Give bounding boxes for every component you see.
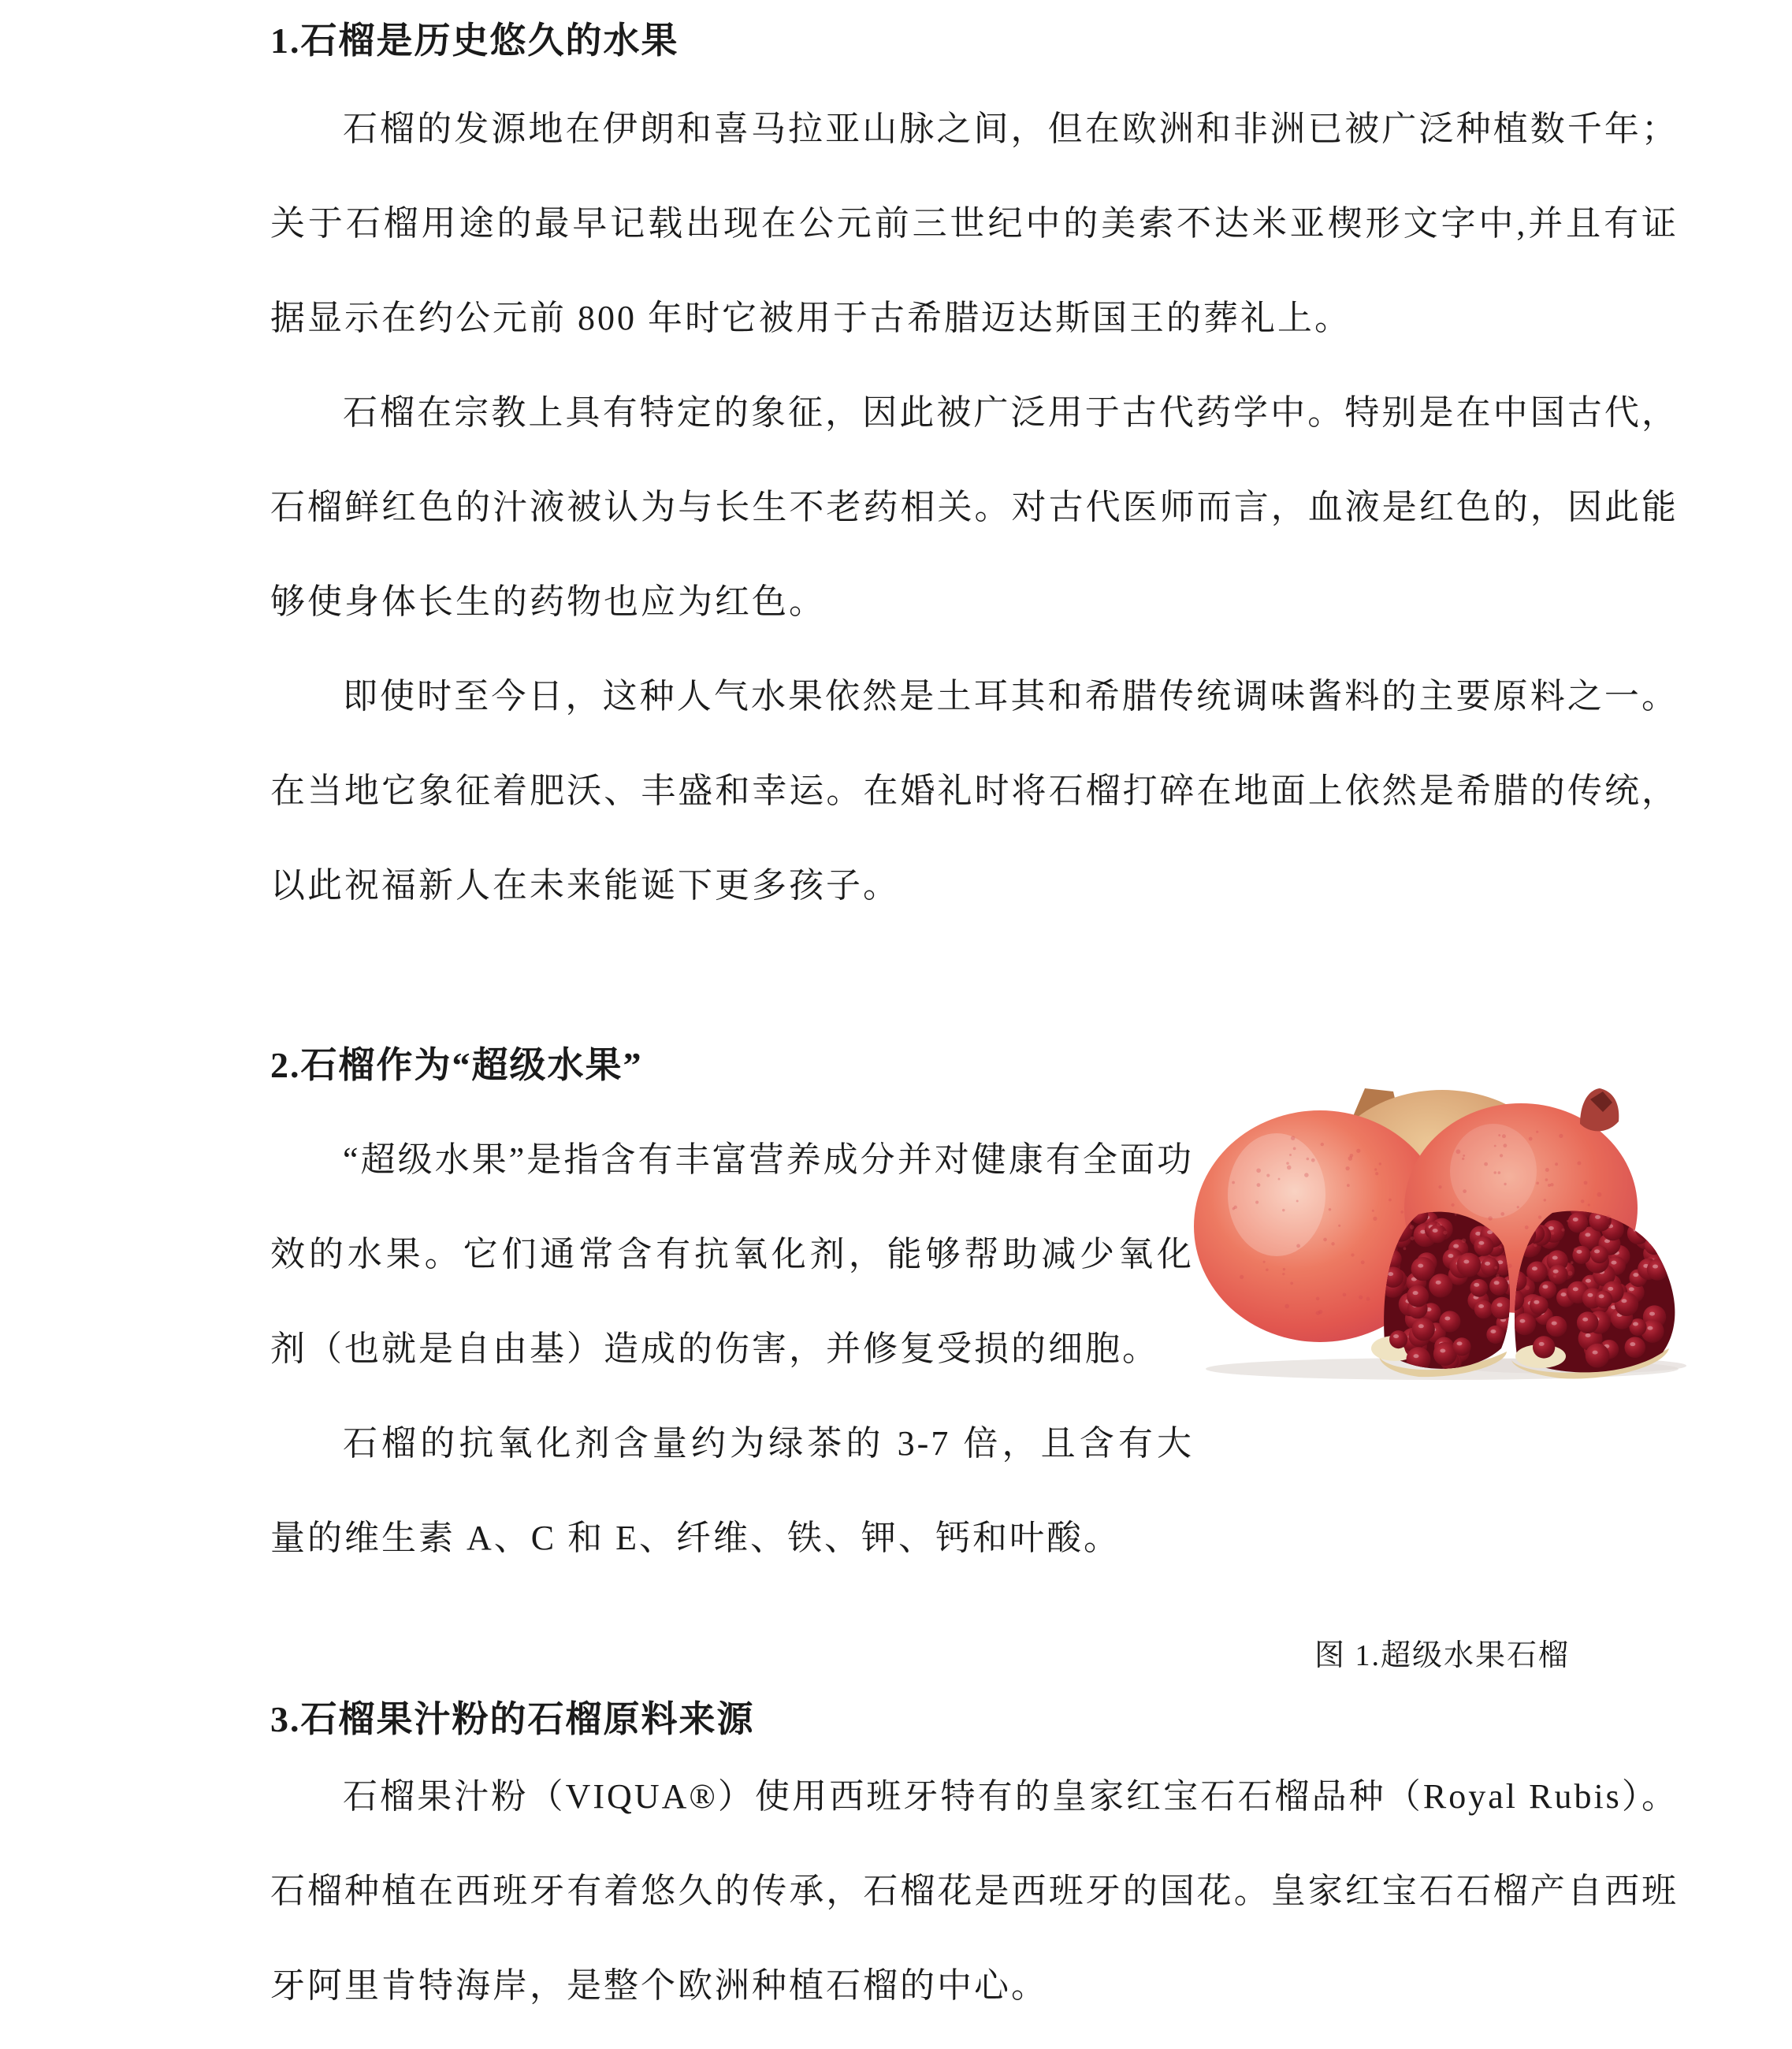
paragraph-religion: 石榴在宗教上具有特定的象征，因此被广泛用于古代药学中。特别是在中国古代，石榴鲜红色的汁液被认为与长生不老药相关。对古代医师而言，血液是红色的，因此能够使身体长生的药物也应为红色。 [270,393,1679,621]
section-3-heading: 3.石榴果汁粉的石榴原料来源 [270,1699,755,1739]
paragraph-origin: 石榴的发源地在伊朗和喜马拉亚山脉之间，但在欧洲和非洲已被广泛种植数千年；关于石榴用途的最早记载出现在公元前三世纪中的美索不达米亚楔形文字中,并且有证据显示在约公元前 800 年时它被用于古希腊迈达斯国王的葬礼上。 [270,110,1679,337]
paragraph-superfruit-definition: “超级水果”是指含有丰富营养成分并对健康有全面功效的水果。它们通常含有抗氧化剂，能够帮助减少氧化剂（也就是自由基）造成的伤害，并修复受损的细胞。 [270,1140,1194,1368]
section-history [270,0,1679,933]
section-2-heading: 2.石榴作为“超级水果” [270,1045,643,1085]
section-1-heading: 1.石榴是历史悠久的水果 [270,20,679,61]
section-source [270,1690,1679,2033]
section-superfruit [270,1018,1679,1690]
pomegranate-figure [1194,1018,1690,1479]
figure-caption: 图 1.超级水果石榴 [1314,1639,1570,1672]
paragraph-tradition: 即使时至今日，这种人气水果依然是土耳其和希腊传统调味酱料的主要原料之一。在当地它象征着肥沃、丰盛和幸运。在婚礼时将石榴打碎在地面上依然是希腊的传统，以此祝福新人在未来能诞下更多孩子。 [270,677,1679,905]
paragraph-spain-origin: 石榴果汁粉（VIQUA®）使用西班牙特有的皇家红宝石石榴品种（Royal Rubis）。石榴种植在西班牙有着悠久的传承，石榴花是西班牙的国花。皇家红宝石石榴产自西班牙阿里肯特海岸，是整个欧洲种植石榴的中心。 [270,1777,1679,2005]
pomegranate-photo [1182,1088,1690,1384]
paragraph-antioxidants: 石榴的抗氧化剂含量约为绿茶的 3-7 倍，且含有大量的维生素 A、C 和 E、纤维、铁、钾、钙和叶酸。 [270,1424,1194,1557]
